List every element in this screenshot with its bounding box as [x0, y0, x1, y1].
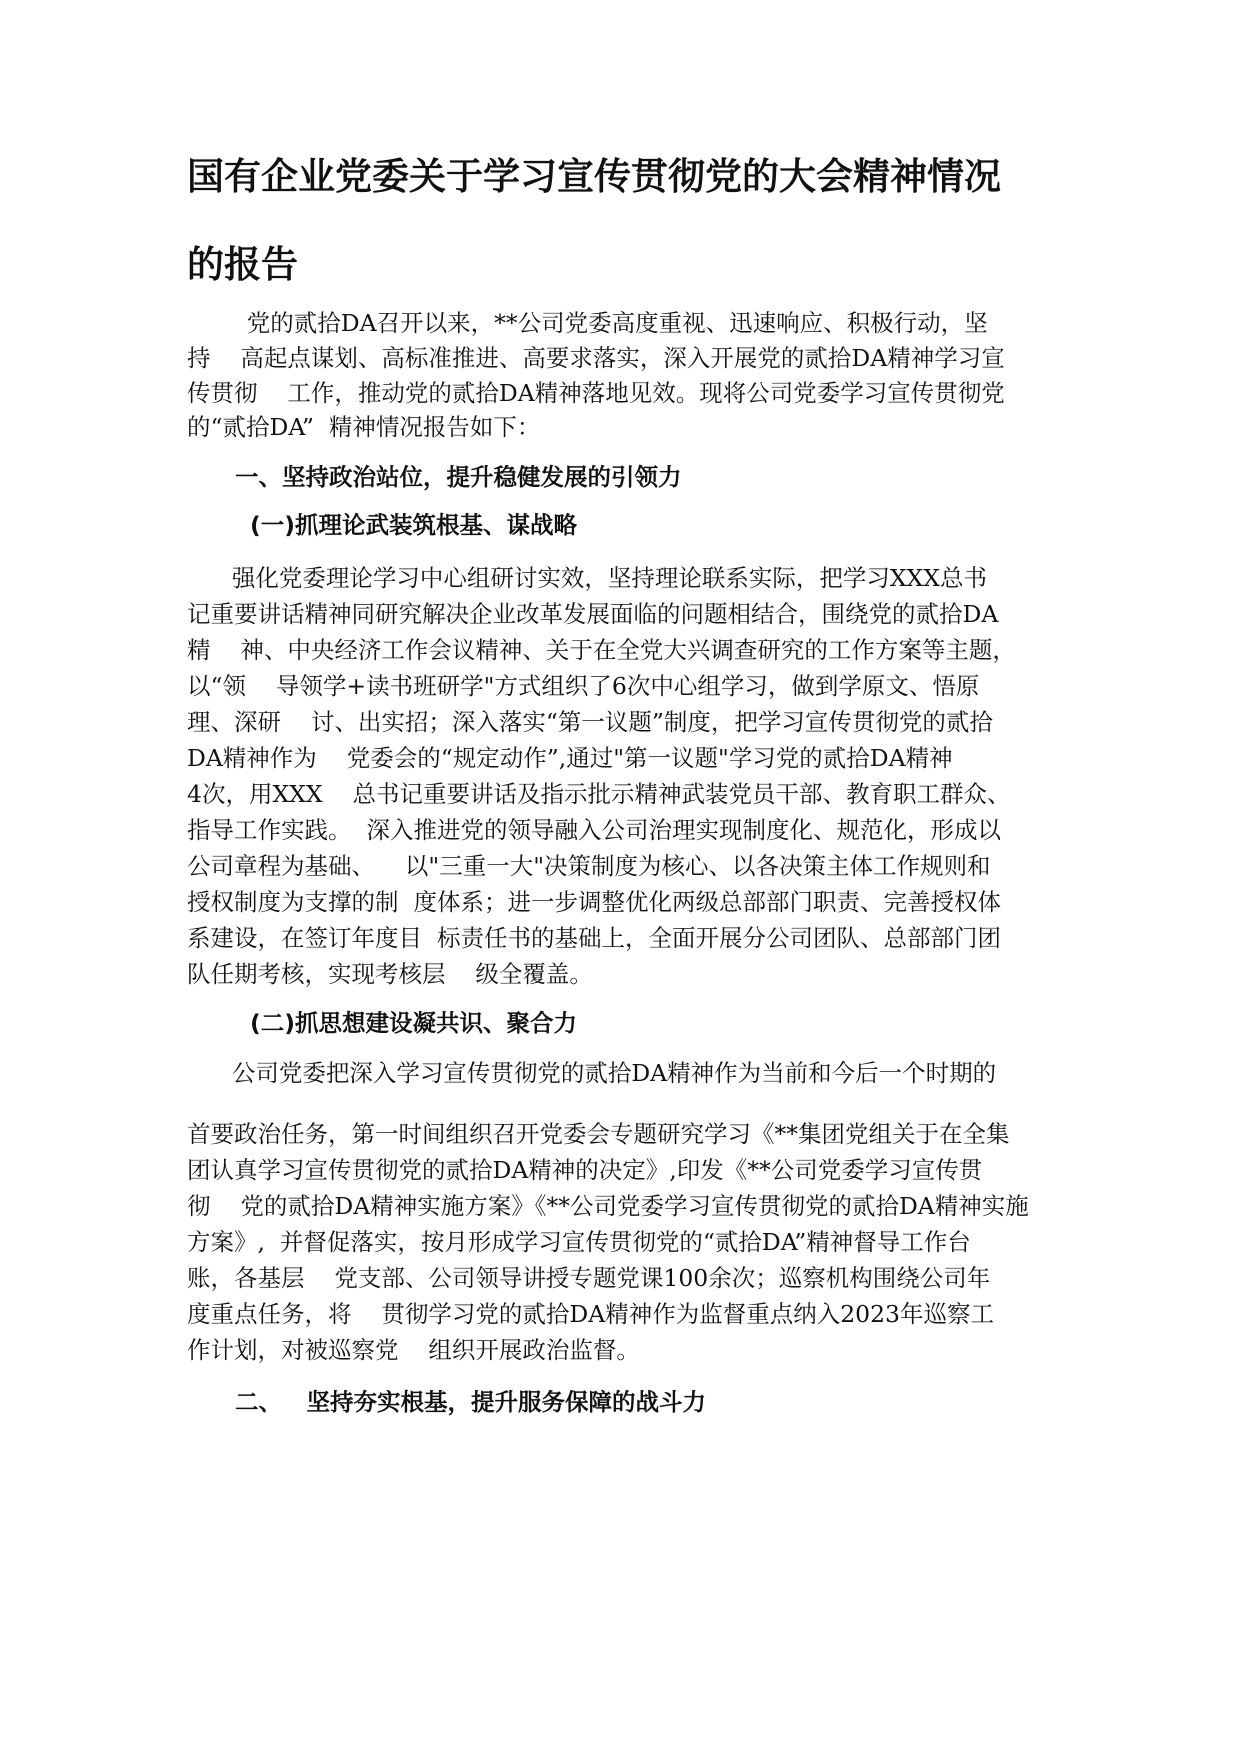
sub1-line-11: 系建设，在签订年度目 标责任书的基础上，全面开展分公司团队、总部部门团	[187, 924, 1001, 952]
section-1-heading: 一、坚持政治站位，提升稳健发展的引领力	[235, 463, 682, 491]
intro-line-1: 党的贰拾DA召开以来，**公司党委高度重视、迅速响应、积极行动，坚	[187, 309, 988, 337]
sub2-line-1: 公司党委把深入学习宣传贯彻党的贰拾DA精神作为当前和今后一个时期的	[187, 1059, 997, 1087]
intro-line-4: 的“贰拾DA” 精神情况报告如下：	[187, 413, 541, 441]
sub1-line-8: 指导工作实践。 深入推进党的领导融入公司治理实现制度化、规范化，形成以	[187, 816, 1001, 844]
sub2-line-6: 账，各基层 党支部、公司领导讲授专题党课100余次；巡察机构围绕公司年	[187, 1264, 991, 1292]
intro-line-2: 持 高起点谋划、高标准推进、高要求落实，深入开展党的贰拾DA精神学习宣	[187, 344, 1005, 372]
sub1-line-6: DA精神作为 党委会的“规定动作”,通过"第一议题"学习党的贰拾DA精神	[187, 744, 953, 772]
sub1-line-12: 队任期考核，实现考核层 级全覆盖。	[187, 960, 593, 988]
sub1-line-3: 精 神、中央经济工作会议精神、关于在全党大兴调查研究的工作方案等主题，	[187, 636, 1016, 664]
sub1-line-5: 理、深研 讨、出实招；深入落实“第一议题”制度，把学习宣传贯彻党的贰拾	[187, 708, 993, 736]
document-title-line-1: 国有企业党委关于学习宣传贯彻党的大会精神情况	[187, 155, 1001, 198]
sub1-line-9: 公司章程为基础、 以"三重一大"决策制度为核心、以各决策主体工作规则和	[187, 852, 991, 880]
sub2-line-8: 作计划，对被巡察党 组织开展政治监督。	[187, 1336, 640, 1364]
sub1-line-10: 授权制度为支撑的制 度体系；进一步调整优化两级总部部门职责、完善授权体	[187, 888, 1001, 916]
section-2-heading: 二、 坚持夯实根基，提升服务保障的战斗力	[235, 1388, 707, 1416]
sub2-line-4: 彻 党的贰拾DA精神实施方案》《**公司党委学习宣传贯彻党的贰拾DA精神实施	[187, 1192, 1029, 1220]
subsection-1-heading: (一)抓理论武装筑根基、谋战略	[250, 511, 577, 539]
intro-line-3: 传贯彻 工作，推动党的贰拾DA精神落地见效。现将公司党委学习宣传贯彻党	[187, 379, 1005, 407]
sub2-line-2: 首要政治任务，第一时间组织召开党委会专题研究学习《**集团党组关于在全集	[187, 1120, 1010, 1148]
sub1-line-1: 强化党委理论学习中心组研讨实效，坚持理论联系实际，把学习XXX总书	[187, 564, 988, 592]
sub1-line-4: 以“领 导领学+读书班研学"方式组织了6次中心组学习，做到学原文、悟原	[187, 672, 980, 700]
sub2-line-7: 度重点任务，将 贯彻学习党的贰拾DA精神作为监督重点纳入2023年巡察工	[187, 1300, 994, 1328]
sub2-line-3: 团认真学习宣传贯彻党的贰拾DA精神的决定》,印发《**公司党委学习宣传贯	[187, 1156, 983, 1184]
sub1-line-2: 记重要讲话精神同研究解决企业改革发展面临的问题相结合，围绕党的贰拾DA	[187, 600, 999, 628]
document-title-line-2: 的报告	[187, 243, 298, 286]
sub2-line-5: 方案》, 并督促落实，按月形成学习宣传贯彻党的“贰拾DA”精神督导工作台	[187, 1228, 971, 1256]
sub1-line-7: 4次，用XXX 总书记重要讲话及指示批示精神武装党员干部、教育职工群众、	[187, 780, 1011, 808]
subsection-2-heading: (二)抓思想建设凝共识、聚合力	[250, 1009, 577, 1037]
